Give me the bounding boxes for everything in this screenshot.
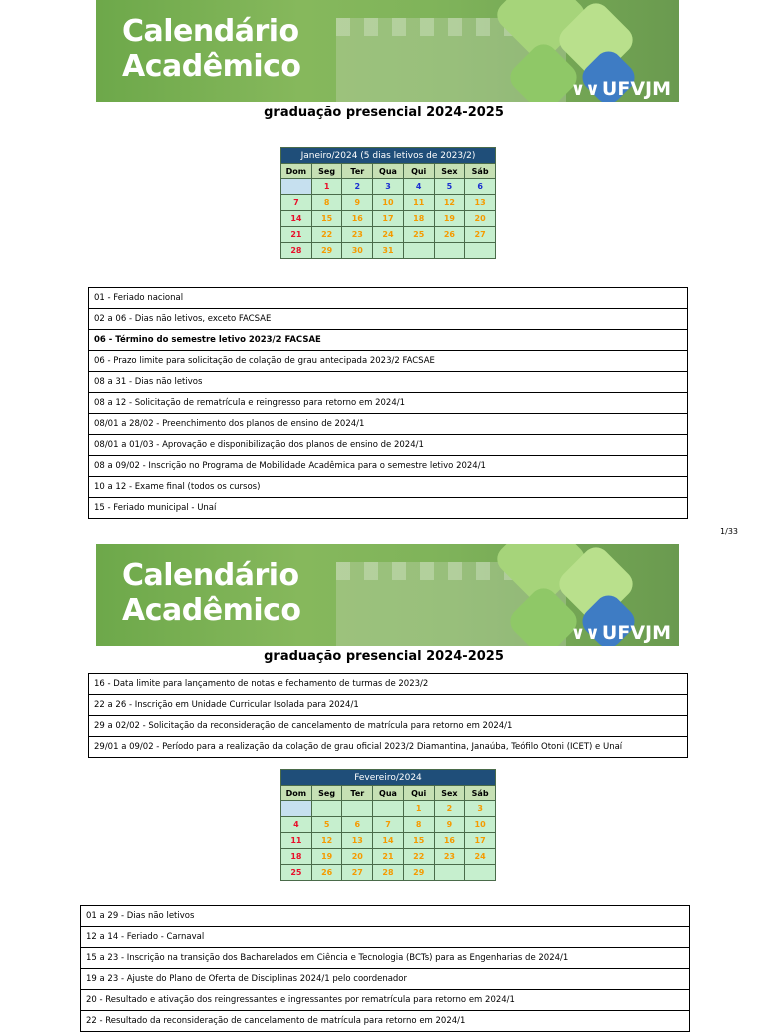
calendar-day: 20 — [465, 211, 496, 227]
weekday-header: Ter — [342, 164, 373, 179]
weekday-header: Seg — [311, 786, 342, 801]
calendar-day: 17 — [373, 211, 404, 227]
calendar-day: 31 — [373, 243, 404, 259]
january-events-continued — [88, 673, 688, 758]
weekday-header: Dom — [281, 164, 312, 179]
event-item: 20 - Resultado e ativação dos reingressantes e ingressantes por rematrícula para retorno em 2024/1 — [81, 990, 690, 1011]
weekday-header: Sáb — [465, 164, 496, 179]
banner-title: Calendário Acadêmico — [122, 14, 301, 84]
calendar-day: 4 — [403, 179, 434, 195]
event-item: 22 a 26 - Inscrição em Unidade Curricular Isolada para 2024/1 — [89, 695, 688, 716]
calendar-day: 4 — [281, 817, 312, 833]
weekday-header: Qui — [403, 164, 434, 179]
weekday-header: Qua — [373, 786, 404, 801]
calendar-day — [342, 801, 373, 817]
calendar-day — [311, 801, 342, 817]
weekday-header: Ter — [342, 786, 373, 801]
calendar-day: 5 — [311, 817, 342, 833]
page-number: 1/33 — [720, 527, 738, 536]
calendar-day: 7 — [281, 195, 312, 211]
calendar-day: 26 — [434, 227, 465, 243]
event-item: 29 a 02/02 - Solicitação da reconsideração de cancelamento de matrícula para retorno em 2024/1 — [89, 716, 688, 737]
calendar-day: 19 — [434, 211, 465, 227]
calendar-day: 9 — [434, 817, 465, 833]
calendar-day: 16 — [434, 833, 465, 849]
calendar-day: 18 — [403, 211, 434, 227]
calendar-day — [281, 801, 312, 817]
event-item: 22 - Resultado da reconsideração de cancelamento de matrícula para retorno em 2024/1 — [81, 1011, 690, 1032]
calendar-day: 14 — [281, 211, 312, 227]
calendar-day: 24 — [465, 849, 496, 865]
ufvjm-logo: ∨∨ UFVJM — [570, 78, 671, 100]
calendar-day: 7 — [373, 817, 404, 833]
calendar-day: 19 — [311, 849, 342, 865]
calendar-header: Janeiro/2024 (5 dias letivos de 2023/2) — [281, 148, 496, 164]
page-subtitle: graduação presencial 2024-2025 — [264, 105, 504, 120]
calendar-day: 20 — [342, 849, 373, 865]
calendar-february — [280, 769, 496, 881]
calendar-day: 14 — [373, 833, 404, 849]
weekday-header: Sáb — [465, 786, 496, 801]
calendar-header: Fevereiro/2024 — [281, 770, 496, 786]
calendar-day: 28 — [281, 243, 312, 259]
calendar-day: 11 — [403, 195, 434, 211]
calendar-day: 29 — [403, 865, 434, 881]
calendar-day: 1 — [403, 801, 434, 817]
calendar-day: 29 — [311, 243, 342, 259]
header-banner-2 — [96, 544, 679, 646]
calendar-day — [465, 243, 496, 259]
calendar-day: 24 — [373, 227, 404, 243]
event-item: 08/01 a 28/02 - Preenchimento dos planos de ensino de 2024/1 — [89, 414, 688, 435]
weekday-header: Sex — [434, 164, 465, 179]
calendar-day: 28 — [373, 865, 404, 881]
event-item: 19 a 23 - Ajuste do Plano de Oferta de Disciplinas 2024/1 pelo coordenador — [81, 969, 690, 990]
calendar-day: 10 — [465, 817, 496, 833]
event-item: 15 a 23 - Inscrição na transição dos Bacharelados em Ciência e Tecnologia (BCTs) para as Engenharias de 2024/1 — [81, 948, 690, 969]
january-events — [88, 287, 688, 519]
calendar-day: 23 — [434, 849, 465, 865]
calendar-day: 8 — [403, 817, 434, 833]
calendar-day — [434, 243, 465, 259]
event-item: 01 - Feriado nacional — [89, 288, 688, 309]
calendar-day: 2 — [434, 801, 465, 817]
calendar-day: 26 — [311, 865, 342, 881]
calendar-day: 27 — [465, 227, 496, 243]
calendar-day: 22 — [311, 227, 342, 243]
event-item: 10 a 12 - Exame final (todos os cursos) — [89, 477, 688, 498]
calendar-day: 22 — [403, 849, 434, 865]
calendar-day: 27 — [342, 865, 373, 881]
banner-title: Calendário Acadêmico — [122, 558, 301, 628]
event-item: 08/01 a 01/03 - Aprovação e disponibilização dos planos de ensino de 2024/1 — [89, 435, 688, 456]
weekday-header: Qui — [403, 786, 434, 801]
calendar-day: 13 — [342, 833, 373, 849]
february-events — [80, 905, 690, 1032]
calendar-day: 3 — [465, 801, 496, 817]
calendar-day: 15 — [311, 211, 342, 227]
calendar-day: 1 — [311, 179, 342, 195]
event-item: 02 a 06 - Dias não letivos, exceto FACSAE — [89, 309, 688, 330]
calendar-day: 5 — [434, 179, 465, 195]
calendar-day: 30 — [342, 243, 373, 259]
calendar-day: 6 — [465, 179, 496, 195]
calendar-day: 9 — [342, 195, 373, 211]
event-item: 12 a 14 - Feriado - Carnaval — [81, 927, 690, 948]
weekday-header: Qua — [373, 164, 404, 179]
calendar-day — [403, 243, 434, 259]
calendar-day — [373, 801, 404, 817]
calendar-day: 11 — [281, 833, 312, 849]
calendar-day — [434, 865, 465, 881]
calendar-day: 8 — [311, 195, 342, 211]
calendar-day: 17 — [465, 833, 496, 849]
event-item: 06 - Prazo limite para solicitação de colação de grau antecipada 2023/2 FACSAE — [89, 351, 688, 372]
calendar-day: 3 — [373, 179, 404, 195]
event-item: 29/01 a 09/02 - Período para a realização da colação de grau oficial 2023/2 Diamantina, Janaúba, Teófilo Otoni (ICET) e Unaí — [89, 737, 688, 758]
calendar-day: 13 — [465, 195, 496, 211]
ufvjm-logo: ∨∨ UFVJM — [570, 622, 671, 644]
calendar-january — [280, 147, 496, 259]
calendar-day: 21 — [373, 849, 404, 865]
calendar-day: 25 — [403, 227, 434, 243]
calendar-day — [281, 179, 312, 195]
event-item: 01 a 29 - Dias não letivos — [81, 906, 690, 927]
weekday-header: Seg — [311, 164, 342, 179]
page-subtitle: graduação presencial 2024-2025 — [264, 649, 504, 664]
event-item: 08 a 09/02 - Inscrição no Programa de Mobilidade Acadêmica para o semestre letivo 2024/1 — [89, 456, 688, 477]
event-item: 08 a 12 - Solicitação de rematrícula e reingresso para retorno em 2024/1 — [89, 393, 688, 414]
calendar-day: 6 — [342, 817, 373, 833]
calendar-day: 23 — [342, 227, 373, 243]
calendar-day: 21 — [281, 227, 312, 243]
calendar-day: 16 — [342, 211, 373, 227]
event-item: 08 a 31 - Dias não letivos — [89, 372, 688, 393]
calendar-day: 12 — [311, 833, 342, 849]
event-item: 06 - Término do semestre letivo 2023/2 FACSAE — [89, 330, 688, 351]
calendar-day — [465, 865, 496, 881]
calendar-day: 15 — [403, 833, 434, 849]
calendar-day: 18 — [281, 849, 312, 865]
calendar-day: 25 — [281, 865, 312, 881]
event-item: 15 - Feriado municipal - Unaí — [89, 498, 688, 519]
header-banner — [96, 0, 679, 102]
calendar-day: 12 — [434, 195, 465, 211]
calendar-day: 2 — [342, 179, 373, 195]
weekday-header: Sex — [434, 786, 465, 801]
weekday-header: Dom — [281, 786, 312, 801]
event-item: 16 - Data limite para lançamento de notas e fechamento de turmas de 2023/2 — [89, 674, 688, 695]
calendar-day: 10 — [373, 195, 404, 211]
